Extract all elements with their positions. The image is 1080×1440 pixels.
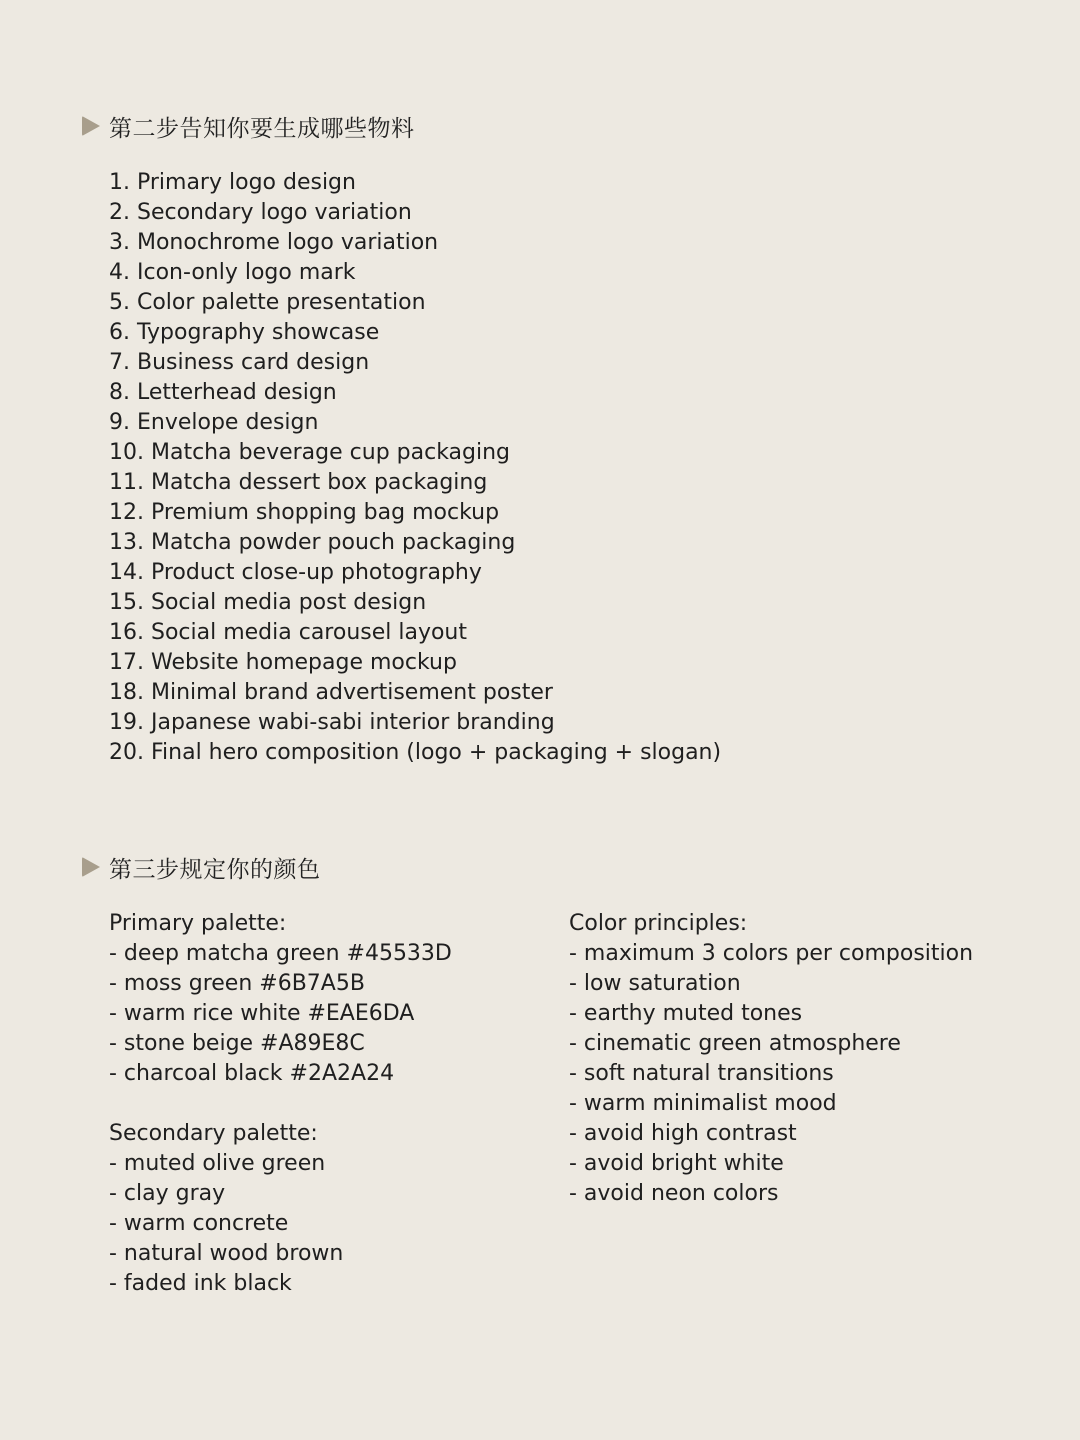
secondary-palette xyxy=(109,1119,343,1299)
list-item: 10. Matcha beverage cup packaging xyxy=(109,440,511,465)
primary-palette xyxy=(109,909,452,1089)
list-item: 3. Monochrome logo variation xyxy=(109,230,439,255)
list-item: - warm minimalist mood xyxy=(569,1091,837,1116)
list-item: - warm concrete xyxy=(109,1211,289,1236)
list-item: - cinematic green atmosphere xyxy=(569,1031,901,1056)
list-item: 9. Envelope design xyxy=(109,410,319,435)
primary-palette-title: Primary palette: xyxy=(109,911,287,936)
list-item: 2. Secondary logo variation xyxy=(109,200,412,225)
list-item: - avoid high contrast xyxy=(569,1121,797,1146)
list-item: 1. Primary logo design xyxy=(109,170,356,195)
list-item: - deep matcha green #45533D xyxy=(109,941,452,966)
list-item: - stone beige #A89E8C xyxy=(109,1031,365,1056)
step3-heading xyxy=(82,850,321,884)
primary-palette-list xyxy=(109,939,452,1089)
list-item: - faded ink black xyxy=(109,1271,292,1296)
list-item: 17. Website homepage mockup xyxy=(109,650,457,675)
play-triangle-icon xyxy=(82,857,100,877)
list-item: 18. Minimal brand advertisement poster xyxy=(109,680,553,705)
list-item: 11. Matcha dessert box packaging xyxy=(109,470,488,495)
list-item: - low saturation xyxy=(569,971,741,996)
list-item: 6. Typography showcase xyxy=(109,320,380,345)
list-item: - avoid bright white xyxy=(569,1151,784,1176)
list-item: - maximum 3 colors per composition xyxy=(569,941,974,966)
color-principles-title: Color principles: xyxy=(569,911,748,936)
list-item: 14. Product close-up photography xyxy=(109,560,482,585)
list-item: - clay gray xyxy=(109,1181,226,1206)
color-principles-list xyxy=(569,939,973,1209)
list-item: 4. Icon-only logo mark xyxy=(109,260,356,285)
secondary-palette-title: Secondary palette: xyxy=(109,1121,318,1146)
list-item: 16. Social media carousel layout xyxy=(109,620,468,645)
list-item: 8. Letterhead design xyxy=(109,380,337,405)
list-item: - moss green #6B7A5B xyxy=(109,971,365,996)
list-item: - earthy muted tones xyxy=(569,1001,803,1026)
step2-heading xyxy=(82,109,415,143)
list-item: - muted olive green xyxy=(109,1151,326,1176)
list-item: 12. Premium shopping bag mockup xyxy=(109,500,500,525)
list-item: 20. Final hero composition (logo + packaging + slogan) xyxy=(109,740,722,765)
list-item: - soft natural transitions xyxy=(569,1061,834,1086)
materials-list xyxy=(109,168,721,768)
list-item: 19. Japanese wabi-sabi interior branding xyxy=(109,710,555,735)
list-item: 15. Social media post design xyxy=(109,590,427,615)
play-triangle-icon xyxy=(82,116,100,136)
list-item: - warm rice white #EAE6DA xyxy=(109,1001,415,1026)
list-item: - charcoal black #2A2A24 xyxy=(109,1061,395,1086)
secondary-palette-list xyxy=(109,1149,343,1299)
list-item: 5. Color palette presentation xyxy=(109,290,426,315)
list-item: 13. Matcha powder pouch packaging xyxy=(109,530,516,555)
step3-heading-text: 第三步规定你的颜色 xyxy=(109,856,321,883)
list-item: - avoid neon colors xyxy=(569,1181,779,1206)
list-item: 7. Business card design xyxy=(109,350,370,375)
step2-heading-text: 第二步告知你要生成哪些物料 xyxy=(109,115,415,142)
list-item: - natural wood brown xyxy=(109,1241,344,1266)
color-principles xyxy=(569,909,973,1209)
